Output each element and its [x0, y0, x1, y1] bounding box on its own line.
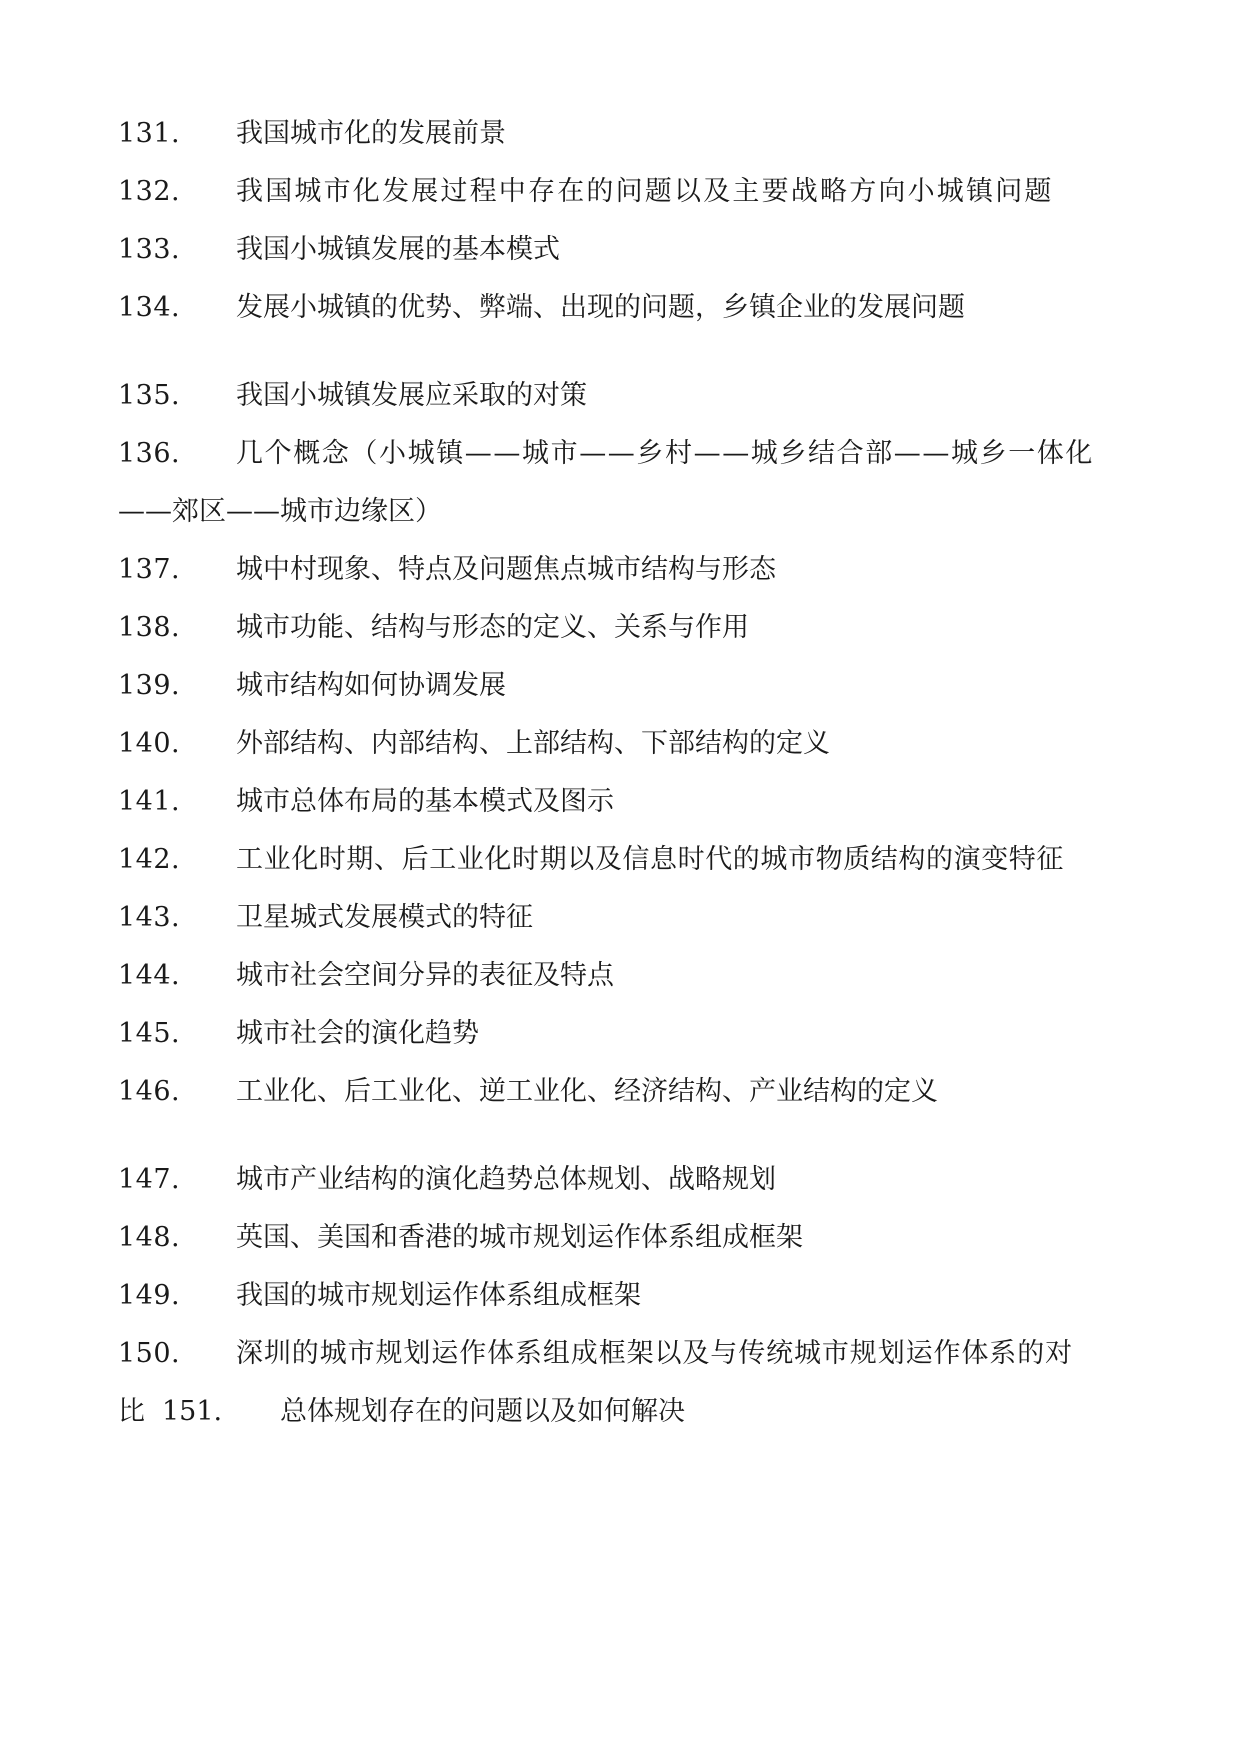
item-text: 几个概念（小城镇——城市——乡村——城乡结合部——城乡一体化	[236, 438, 1094, 469]
item-number: 140.	[118, 728, 181, 759]
item-number: 139.	[118, 670, 181, 701]
item-number: 135.	[118, 380, 181, 411]
item-number: 146.	[118, 1076, 181, 1107]
item-text: 深圳的城市规划运作体系组成框架以及与传统城市规划运作体系的对	[236, 1338, 1073, 1369]
item-text: 工业化、后工业化、逆工业化、经济结构、产业结构的定义	[236, 1076, 938, 1107]
list-item	[118, 172, 1128, 212]
item-number: 151.	[162, 1396, 223, 1427]
item-text: 城市社会的演化趋势	[236, 1018, 479, 1049]
item-text: 我国小城镇发展应采取的对策	[236, 380, 587, 411]
list-item	[118, 666, 1128, 706]
item-number: 137.	[118, 554, 181, 585]
list-item	[118, 114, 1128, 154]
item-text: 我国小城镇发展的基本模式	[236, 234, 560, 265]
item-text: 总体规划存在的问题以及如何解决	[280, 1396, 685, 1427]
item-number: 132.	[118, 176, 181, 207]
list-item	[118, 1276, 1128, 1316]
list-item	[118, 434, 1128, 474]
item-number: 142.	[118, 844, 181, 875]
list-item	[118, 1218, 1128, 1258]
list-item	[118, 1334, 1128, 1374]
list-item	[118, 1072, 1128, 1112]
item-number: 138.	[118, 612, 181, 643]
list-item	[118, 1160, 1128, 1200]
list-item	[118, 288, 1128, 328]
item-text: 城市结构如何协调发展	[236, 670, 506, 701]
item-text: 城市总体布局的基本模式及图示	[236, 786, 614, 817]
list-item	[118, 724, 1128, 764]
item-text: 城市功能、结构与形态的定义、关系与作用	[236, 612, 749, 643]
item-number: 148.	[118, 1222, 181, 1253]
list-item	[118, 1014, 1128, 1054]
item-text: 我国城市化发展过程中存在的问题以及主要战略方向小城镇问题	[236, 176, 1054, 207]
item-number: 145.	[118, 1018, 181, 1049]
item-text: 卫星城式发展模式的特征	[236, 902, 533, 933]
item-text: 发展小城镇的优势、弊端、出现的问题，乡镇企业的发展问题	[236, 292, 965, 323]
item-number: 133.	[118, 234, 181, 265]
item-number: 144.	[118, 960, 181, 991]
continuation-prefix: 比	[118, 1396, 145, 1427]
item-text: 城中村现象、特点及问题焦点城市结构与形态	[236, 554, 776, 585]
list-item	[118, 230, 1128, 270]
item-text: 英国、美国和香港的城市规划运作体系组成框架	[236, 1222, 803, 1253]
item-number: 136.	[118, 438, 181, 469]
list-item	[118, 608, 1128, 648]
list-item-last	[118, 1392, 1128, 1432]
item-number: 143.	[118, 902, 181, 933]
item-number: 134.	[118, 292, 181, 323]
item-text: 我国城市化的发展前景	[236, 118, 506, 149]
item-text: ——郊区——城市边缘区）	[118, 496, 442, 527]
list-item	[118, 956, 1128, 996]
item-text: 外部结构、内部结构、上部结构、下部结构的定义	[236, 728, 830, 759]
item-text: 工业化时期、后工业化时期以及信息时代的城市物质结构的演变特征	[236, 844, 1064, 875]
list-item	[118, 898, 1128, 938]
list-item-continuation	[118, 492, 1128, 532]
list-item	[118, 376, 1128, 416]
list-item	[118, 782, 1128, 822]
item-number: 131.	[118, 118, 181, 149]
list-item	[118, 550, 1128, 590]
list-item	[118, 840, 1128, 880]
item-number: 150.	[118, 1338, 181, 1369]
item-text: 城市产业结构的演化趋势总体规划、战略规划	[236, 1164, 776, 1195]
item-text: 我国的城市规划运作体系组成框架	[236, 1280, 641, 1311]
item-number: 141.	[118, 786, 181, 817]
item-text: 城市社会空间分异的表征及特点	[236, 960, 614, 991]
item-number: 147.	[118, 1164, 181, 1195]
item-number: 149.	[118, 1280, 181, 1311]
